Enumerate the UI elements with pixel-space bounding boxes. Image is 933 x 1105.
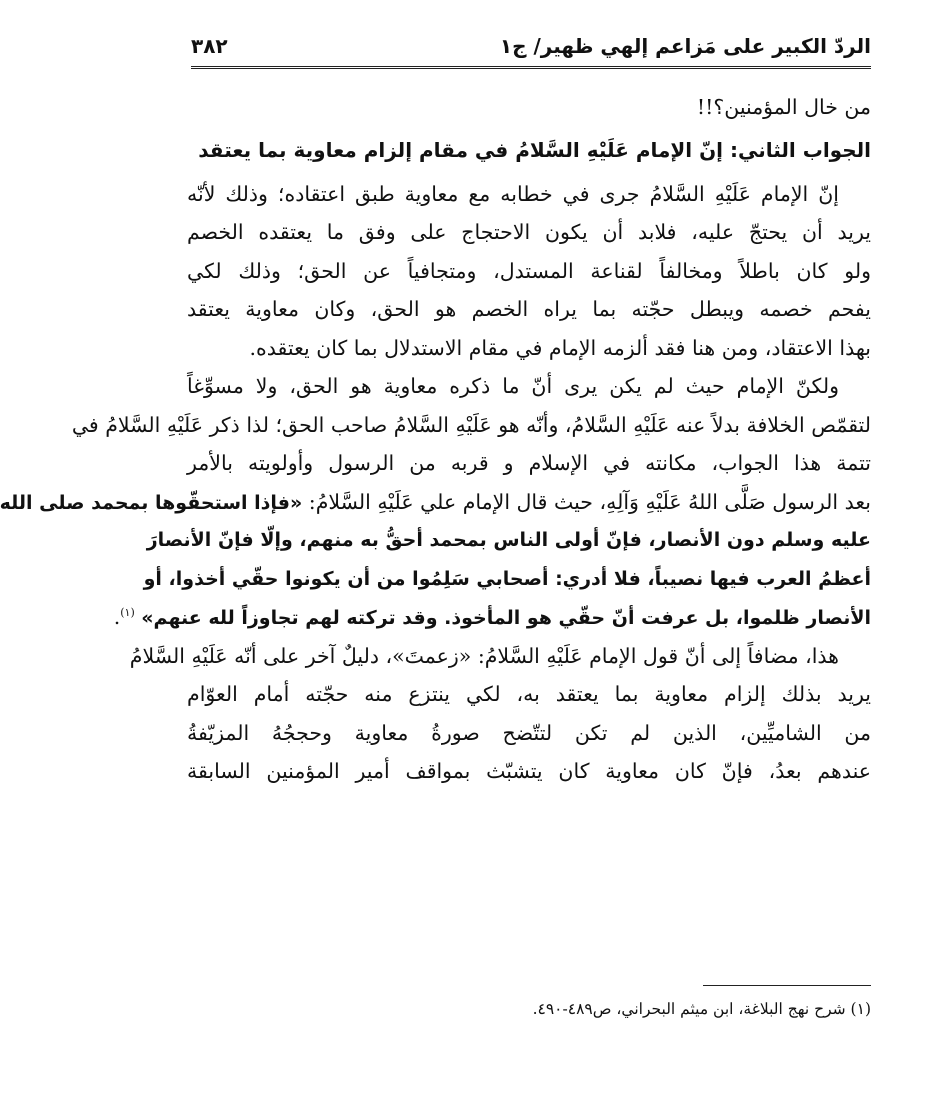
text-line: يريد بذلك إلزام معاوية بما يعتقد به، لكي ينتزع منه حجّته أمام العوّام	[187, 682, 871, 706]
paragraph-2	[0, 367, 871, 637]
text-line: تتمة هذا الجواب، مكانته في الإسلام و قربه من الرسول وأولويته بالأمر	[187, 451, 871, 475]
footnote: (١) شرح نهج البلاغة، ابن ميثم البحراني، ص٤٨٩-٤٩٠.	[532, 1000, 871, 1018]
quote-line-last	[113, 598, 871, 637]
text-line: لتقمّص الخلافة بدلاً عنه عَلَيْهِ السَّلامُ، وأنّه هو عَلَيْهِ السَّلامُ صاحب الحق؛ لذا ذكر عَلَيْهِ السَّلامُ في	[71, 412, 871, 437]
quote-line: عليه وسلم دون الأنصار، فإنّ أولى الناس بمحمد أحقُّ به منهم، وإلّا فإنّ الأنصارَ	[146, 529, 871, 551]
text-run: بعد الرسول صَلَّى اللهُ عَلَيْهِ وَآلِهِ، حيث قال الإمام علي عَلَيْهِ السَّلامُ:	[308, 489, 871, 514]
text-line: ولكنّ الإمام حيث لم يكن يرى أنّ ما ذكره معاوية هو الحق، ولا مسوِّغاً	[187, 374, 839, 398]
text-line: ولو كان باطلاً ومخالفاً لقناعة المستدل، ومتجافياً عن الحق؛ وذلك لكي	[187, 258, 871, 283]
book-title: الردّ الكبير على مَزاعم إلهي ظهير/ ج١	[499, 34, 871, 58]
text-line: يفحم خصمه ويبطل حجّته بما يراه الخصم هو الحق، وكان معاوية يعتقد	[187, 297, 871, 321]
text-line: بهذا الاعتقاد، ومن هنا فقد ألزمه الإمام في مقام الاستدلال بما كان يعتقده.	[249, 335, 871, 360]
section-heading	[187, 127, 871, 175]
heading-text: إنّ الإمام عَلَيْهِ السَّلامُ في مقام إلزام معاوية بما يعتقد	[198, 137, 724, 162]
page-body	[0, 88, 871, 791]
text-line: عندهم بعدُ، فإنّ كان معاوية كان يتشبّث بمواقف أمير المؤمنين السابقة	[187, 759, 871, 783]
quote-start: «فإذا استحقّوها بمحمد صلى الله	[0, 491, 303, 514]
paragraph-3	[129, 637, 871, 791]
text-line	[0, 483, 871, 522]
quote-line: أعظمُ العرب فيها نصيباً، فلا أدري: أصحابي سَلِمُوا من أن يكونوا حقّي أخذوا، أو	[143, 567, 871, 590]
text-line: إنّ الإمام عَلَيْهِ السَّلامُ جرى في خطابه مع معاوية طبق اعتقاده؛ وذلك لأنّه	[187, 181, 839, 206]
text-line: من الشاميِّين، الذين لم تكن لتتّضح صورةُ معاوية وحججُهُ المزيّفةُ	[187, 720, 871, 745]
footnote-marker[interactable]: (١)	[120, 606, 135, 620]
period: .	[113, 605, 121, 629]
opening-line: من خال المؤمنين؟!!	[696, 95, 871, 119]
paragraph-1	[187, 175, 871, 368]
page-number: ٣٨٢	[191, 34, 228, 58]
footnote-separator	[703, 985, 871, 986]
text-line: يريد أن يحتجّ عليه، فلابد أن يكون الاحتجاج على وفق ما يعتقده الخصم	[187, 220, 871, 244]
text-line: هذا، مضافاً إلى أنّ قول الإمام عَلَيْهِ السَّلامُ: «زعمتَ»، دليلٌ آخر على أنّه عَلَيْهِ السَّلامُ	[129, 643, 839, 668]
running-header	[191, 20, 871, 69]
quote-end: الأنصار ظلموا، بل عرفت أنّ حقّي هو المأخوذ. وقد تركته لهم تجاوزاً لله عنهم»	[141, 607, 871, 629]
heading-label: الجواب الثاني:	[729, 137, 871, 162]
